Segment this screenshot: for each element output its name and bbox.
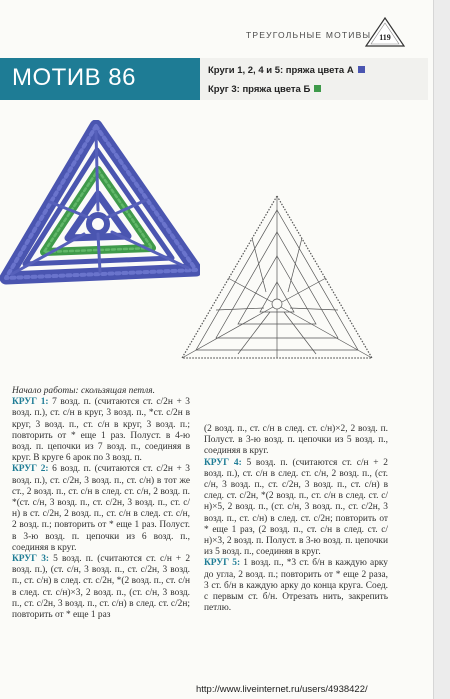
pattern-text-right-column <box>204 424 388 614</box>
round-2-text: 6 возд. п. (считаются ст. с/2н + 3 возд. п.), ст. с/2н, 3 возд. п., ст. с/н) в тот же ст., 2 возд. п., ст. с/н в след. ст. с/н, 2 возд. п. *(ст. с/н, 3 возд. п., ст. с/2н, 3 возд. п., ст. с/н) в ст. с/2н, 2 возд. п., ст. с/н в след. ст. с/н, 2 возд. п.; повторить от * еще 1 раз. Полуст. в 3-ю возд. п. цепочки из 6 возд. п., соединяя в круг. <box>12 464 190 553</box>
crochet-chart-diagram <box>178 192 376 364</box>
motif-title: МОТИВ 86 <box>12 64 136 91</box>
round-3-label: КРУГ 3: <box>12 554 50 565</box>
round-2-label: КРУГ 2: <box>12 464 49 475</box>
pattern-text-left-column <box>12 386 190 621</box>
round-3-continued: (2 возд. п., ст. с/н в след. ст. с/н)×2, 2 возд. п. Полуст. в 3-ю возд. п. цепочки из 5 возд. п., соединяя в круг. <box>204 424 388 457</box>
round-1-paragraph <box>12 397 190 464</box>
round-5-paragraph <box>204 558 388 614</box>
pattern-intro: Начало работы: скользящая петля. <box>12 386 155 396</box>
color-key-line-b <box>208 84 321 95</box>
round-1-text: 7 возд. п. (считаются ст. с/2н + 3 возд. п.), ст. с/н в круг, 3 возд. п., *ст. с/2н в круг, 3 возд. п., ст. с/н в круг, 3 возд. п.; повторить от * еще 1 раз. Полуст. в 4-ю возд. п. цепочки из 7 возд. п., соединяя в круг. В круге 6 арок по 3 возд. п. <box>12 397 190 464</box>
page-number: 119 <box>379 33 391 42</box>
round-4-label: КРУГ 4: <box>204 457 242 468</box>
watermark-url: http://www.liveinternet.ru/users/4938422/ <box>196 684 368 695</box>
round-4-text: 5 возд. п. (считаются ст. с/н + 2 возд. п.), ст. с/н в след. ст. с/н, 2 возд. п., (ст. с/н, 3 возд. п., ст. с/2н, 3 возд. п., ст. с/н) в след. ст. с/2н, *(2 возд. п., ст. с/н в след. ст. с/н)×5, 2 возд. п., (ст. с/н, 3 возд. п., ст. с/2н, 3 возд. п., ст. с/н) в след. ст. с/2н; повторить от * еще 1 раз, (2 возд. п., ст. с/н в след. ст. с/н)×3, 2 возд. п. Полуст. в 3-ю возд. п. цепочки из 5 возд. п., соединяя в круг. <box>204 457 388 558</box>
round-1-label: КРУГ 1: <box>12 397 49 408</box>
color-b-swatch <box>314 85 321 92</box>
page-edge-strip <box>434 0 450 699</box>
round-3-paragraph <box>12 554 190 621</box>
crochet-motif-photo <box>0 120 200 290</box>
round-2-paragraph <box>12 464 190 554</box>
round-3-text: 5 возд. п. (считаются ст. с/н + 2 возд. п.), (ст. с/н, 3 возд. п., ст. с/2н, 3 возд. п., ст. с/н) в след. ст. с/2н, *(2 возд. п., ст. с/н в след. ст. с/н)×3, 2 возд. п., (ст. с/н, 3 возд. п., ст. с/2н, 3 возд. п., ст. с/н) в след. ст. с/2н; повторить от * еще 1 раз <box>12 554 191 621</box>
round-5-text: 1 возд. п., *3 ст. б/н в каждую арку до угла, 2 возд. п.; повторить от * еще 2 раза, 3 ст. б/н в каждую арку до конца круга. Соед. с первым ст. б/н. Отрезать нить, закрепить петлю. <box>204 558 388 614</box>
color-key-a-text: Круги 1, 2, 4 и 5: пряжа цвета А <box>208 65 354 76</box>
color-key-b-text: Круг 3: пряжа цвета Б <box>208 84 311 95</box>
round-5-label: КРУГ 5: <box>204 558 241 569</box>
section-title: ТРЕУГОЛЬНЫЕ МОТИВЫ <box>246 30 372 40</box>
page-number-triangle-icon <box>364 16 406 48</box>
color-key-line-a <box>208 65 365 76</box>
color-a-swatch <box>358 66 365 73</box>
round-4-paragraph <box>204 458 388 559</box>
